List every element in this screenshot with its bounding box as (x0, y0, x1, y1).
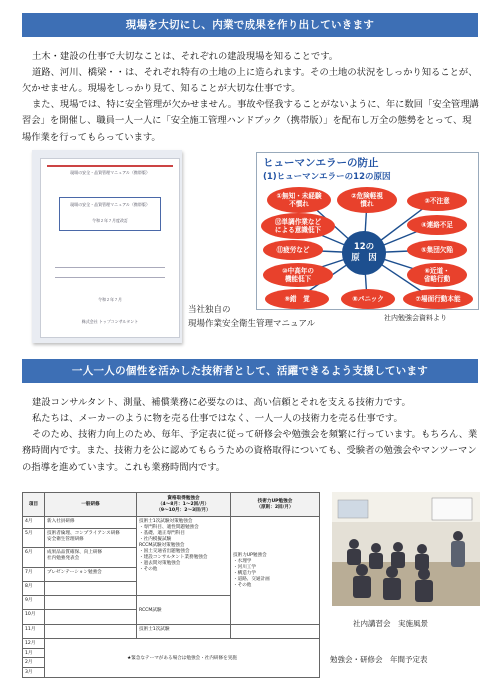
skill-item: ・河川工学 (233, 565, 256, 571)
manual-title-box (59, 197, 161, 231)
general-cell (45, 610, 137, 624)
skill-item: ・水理学 (233, 559, 252, 565)
cause-9: ⑨錯 覚 (265, 289, 329, 309)
skill-cell (231, 516, 320, 624)
section1-paragraph-2: 道路、河川、橋梁・・は、それぞれ特有の土地の上に造られます。その土地の状況をしっかり知ることが、欠かせません。現場をしっかり見て、知ることが大切な仕事です。 (22, 67, 478, 95)
human-error-caption: 社内勉強会資料より (384, 314, 447, 322)
license-rccm-cell: RCCM試験 (137, 596, 231, 624)
section1-paragraph-3: また、現場では、特に安全管理が欠かせません。事故や怪我することがないように、年に数回「安全管理講習会」を開催し、職員一人一人に「安全施工管理ハンドブック（携帯版）」を配布し万全の態勢をとって、現場作業を行ってもらっています。 (22, 99, 479, 143)
cause-5: ⑤集団欠陥 (407, 240, 467, 260)
month-cell: 10月 (23, 610, 45, 624)
col-header-license: 資格取得勉強会 （4～8月：1～2回/月） （9～10月：2～3回/月） (137, 493, 231, 517)
manual-caption-line-1: 当社独自の (188, 305, 231, 315)
cause-1: ①無知・未経験 不慣れ (267, 187, 331, 213)
general-cell (45, 596, 137, 610)
month-cell: 12月 (23, 638, 45, 648)
cause-8: ⑧パニック (341, 289, 395, 309)
manual-caption-line-2: 現場作業安全衛生管理マニュアル (188, 319, 316, 329)
month-cell: 1月 (23, 648, 45, 658)
month-cell: 8月 (23, 582, 45, 596)
annual-schedule-table (22, 492, 320, 678)
skill-cell (231, 624, 320, 638)
center-circle: 12の 原 因 (342, 231, 386, 275)
license-item: ・基礎、適正専門科目 (139, 530, 185, 536)
photo-caption: 社内講習会 実施風景 (353, 619, 428, 628)
human-error-diagram (256, 152, 479, 310)
cause-6: ⑥近道・ 省略行動 (407, 263, 467, 287)
month-cell: 7月 (23, 568, 45, 582)
human-error-title: ヒューマンエラーの防止 (263, 157, 379, 169)
schedule-note: ★緊急なテーマがある場合は勉強会・社内研修を実施 (45, 638, 320, 677)
license-item: ・社内模擬試験 (139, 536, 172, 542)
license-cell (137, 516, 231, 595)
month-cell: 2月 (23, 658, 45, 668)
skill-item: ・その他 (233, 583, 252, 589)
section2-paragraph-3: そのため、技術力向上のため、毎年、予定表に従って研修会や勉強会を頻繁に行っています。もちろん、業務時間内です。また、技術力を公に認めてもらうための資格取得についても、受験者の勉強会やマンツーマンの指導を進めています。これも業務時間内です。 (22, 429, 478, 473)
license-nov-cell: 技術士1次試験 (137, 624, 231, 638)
month-cell: 5月 (23, 528, 45, 548)
month-cell: 9月 (23, 596, 45, 610)
general-cell: 技術者倫理、コンプライアンス研修 安全衛生管理研修 (45, 528, 137, 548)
general-cell (45, 624, 137, 638)
month-cell: 11月 (23, 624, 45, 638)
skill-item: ・道路、交通計画 (233, 577, 270, 583)
license-item: ・過去問対策勉強会 (139, 560, 181, 566)
section2-paragraph-1: 建設コンサルタント、測量、補償業務に必要なのは、高い信頼とそれを支える技術力です。 (32, 397, 411, 408)
cause-7: ⑦場面行動本能 (403, 289, 473, 309)
skill-item: 技術力UP勉強会 (233, 553, 267, 559)
col-header-skill: 技術力UP勉強会 （原則：2回/月） (231, 493, 320, 517)
license-item: ・建設コンサルタント業務勉強会 (139, 554, 208, 560)
manual-footer-date: 令和２年７月 (98, 297, 122, 302)
col-header-general: 一般研修 (45, 493, 137, 517)
human-error-subtitle: (1)ヒューマンエラーの12の原因 (263, 172, 391, 182)
month-cell: 4月 (23, 516, 45, 528)
cause-2: ②危険軽視 慣れ (337, 187, 397, 213)
general-cell (45, 582, 137, 596)
month-cell: 3月 (23, 668, 45, 678)
section1-banner: 現場を大切にし、内業で成果を作り出していきます (22, 13, 478, 37)
cause-12: ⑫単調作業など による意識低下 (261, 213, 335, 239)
col-header-item: 項目 (23, 493, 45, 517)
section2-paragraph-2: 私たちは、メーカーのように物を売る仕事ではなく、一人一人の技術力を売る仕事です。 (32, 413, 403, 424)
skill-item: ・構造力学 (233, 571, 256, 577)
cause-10: ⑩中高年の 機能低下 (263, 263, 333, 287)
schedule-caption: 勉強会・研修会 年間予定表 (330, 655, 428, 664)
manual-header-text: 現場の安全・品質管理マニュアル（携帯版） (70, 170, 150, 175)
seminar-photo (332, 492, 480, 606)
license-item: ・国土交通省出題勉強会 (139, 548, 190, 554)
manual-footer-org: 株式会社 トップコンサルタント (81, 319, 139, 324)
cause-3: ③不注意 (407, 191, 467, 211)
license-item: RCCM試験対策勉強会 (139, 542, 185, 548)
license-item: 技術士1次試験対策勉強会 (139, 518, 193, 524)
safety-manual-image (32, 150, 182, 343)
license-item: ・専門科目、適性問題勉強会 (139, 524, 199, 530)
cause-11: ⑪疲労など (263, 240, 323, 260)
general-cell: 成果品品質確保、向上研修 社内勉強発表会 (45, 548, 137, 568)
license-item: ・その他 (139, 566, 158, 572)
section2-banner: 一人一人の個性を活かした技術者として、活躍できるよう支援しています (22, 359, 478, 383)
general-cell: 新入社員研修 (45, 516, 137, 528)
cause-4: ④連絡不足 (407, 215, 467, 235)
manual-title: 現場の安全・品質管理マニュアル（携帯版） (70, 202, 150, 207)
manual-subtitle: 令和２年７月度改訂 (92, 218, 128, 223)
month-cell: 6月 (23, 548, 45, 568)
general-cell: プレゼンテーション勉強会 (45, 568, 137, 582)
section1-paragraph-1: 土木・建設の仕事で大切なことは、それぞれの建設現場を知ることです。 (32, 51, 339, 62)
